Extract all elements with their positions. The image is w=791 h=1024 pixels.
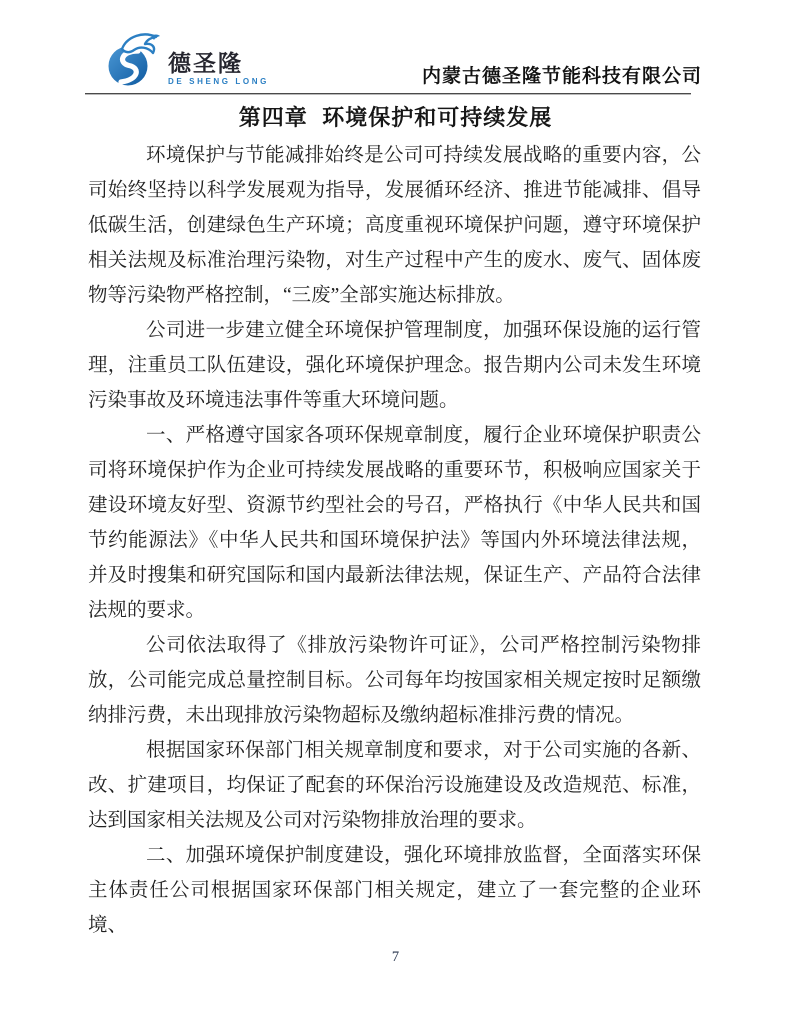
company-logo <box>107 30 269 88</box>
body-paragraph: 根据国家环保部门相关规章制度和要求，对于公司实施的各新、改、扩建项目，均保证了配套的环保治污设施建设及改造规范、标准，达到国家相关法规及公司对污染物排放治理的要求。 <box>88 740 701 831</box>
body-paragraph: 二、加强环境保护制度建设，强化环境排放监督，全面落实环保主体责任公司根据国家环保部门相关规定，建立了一套完整的企业环境、 <box>88 845 701 936</box>
chapter-title: 第四章 环境保护和可持续发展 <box>238 105 553 130</box>
body-paragraph: 环境保护与节能减排始终是公司可持续发展战略的重要内容，公司始终坚持以科学发展观为指导，发展循环经济、推进节能减排、倡导低碳生活，创建绿色生产环境；高度重视环境保护问题，遵守环境保护相关法规及标准治理污染物，对生产过程中产生的废水、废气、固体废物等污染物严格控制，“三废”全部实施达标排放。 <box>88 145 701 306</box>
page-header <box>85 0 708 95</box>
header-divider <box>85 93 691 95</box>
dragon-logo-icon <box>107 30 165 88</box>
body-paragraph: 公司依法取得了《排放污染物许可证》，公司严格控制污染物排放，公司能完成总量控制目标。公司每年均按国家相关规定按时足额缴纳排污费，未出现排放污染物超标及缴纳超标准排污费的情况。 <box>88 635 701 726</box>
logo-english-name: DE SHENG LONG <box>168 77 269 86</box>
logo-text <box>168 51 269 86</box>
company-name: 内蒙古德圣隆节能科技有限公司 <box>421 66 702 87</box>
logo-chinese-name: 德圣隆 <box>168 50 243 76</box>
body-paragraph: 公司进一步建立健全环境保护管理制度，加强环保设施的运行管理，注重员工队伍建设，强化环境保护理念。报告期内公司未发生环境污染事故及环境违法事件等重大环境问题。 <box>88 320 701 411</box>
page-number: 7 <box>391 949 400 965</box>
document-body <box>88 138 701 943</box>
body-paragraph: 一、严格遵守国家各项环保规章制度，履行企业环境保护职责公司将环境保护作为企业可持续发展战略的重要环节，积极响应国家关于建设环境友好型、资源节约型社会的号召，严格执行《中华人民共和国节约能源法》《中华人民共和国环境保护法》等国内外环境法律法规，并及时搜集和研究国际和国内最新法律法规，保证生产、产品符合法律法规的要求。 <box>88 425 701 621</box>
